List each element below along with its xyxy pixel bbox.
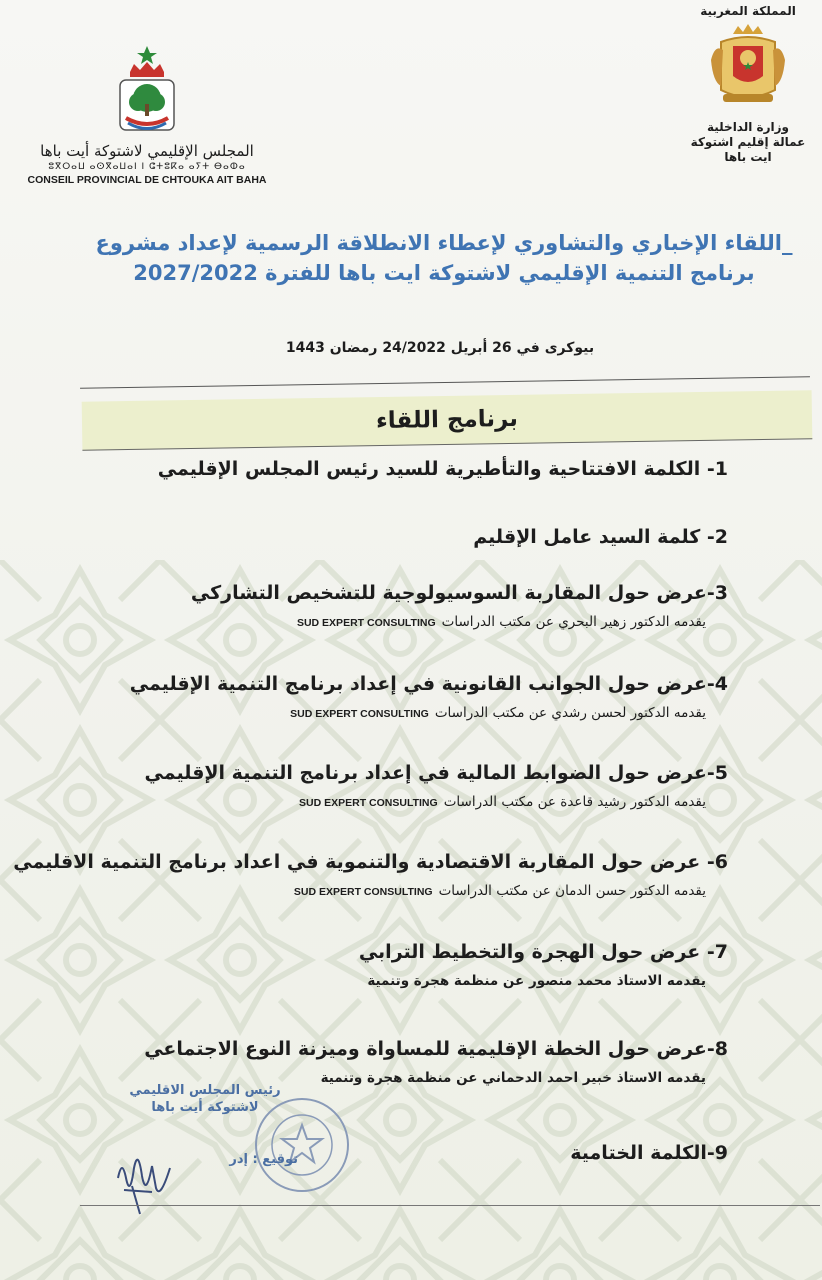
signature-label: توقيع : إدر <box>229 1152 298 1167</box>
ministry-block <box>688 4 808 165</box>
council-logo-icon <box>112 44 182 136</box>
document-title <box>90 228 798 288</box>
agenda-item-title: 3-عرض حول المقاربة السوسيولوجية للتشخيص التشاركي <box>190 582 728 604</box>
agenda-item-title: 7- عرض حول الهجرة والتخطيط الترابي <box>358 941 728 963</box>
council-logo-block <box>22 44 272 186</box>
ministry-line-2: عمالة إقليم اشتوكة ايت باها <box>690 135 806 164</box>
presenter-text: يقدمه الدكتور لحسن رشدي عن مكتب الدراسات <box>434 705 706 721</box>
presenter-text: يقدمه الدكتور رشيد قاعدة عن مكتب الدراسات <box>443 794 706 810</box>
presenter-text: يقدمه الاستاذ محمد منصور عن منظمة هجرة وتنمية <box>367 973 706 989</box>
agenda-item-title: 1- الكلمة الافتتاحية والتأطيرية للسيد رئيس المجلس الإقليمي <box>157 458 728 480</box>
handwritten-signature <box>112 1138 182 1218</box>
title-line-2: برنامج التنمية الإقليمي لاشتوكة ايت باها للفترة 2027/2022 <box>133 261 755 285</box>
agenda-item <box>60 670 728 725</box>
presenter-text: يقدمه الدكتور حسن الدمان عن مكتب الدراسات <box>438 883 706 899</box>
signatory-line-2: لاشتوكة أيت باها <box>151 1100 259 1115</box>
place-and-date: بيوكرى في 26 أبريل 24/2022 رمضان 1443 <box>285 340 595 356</box>
presenter-org: SUD EXPERT CONSULTING <box>293 886 433 898</box>
official-stamp <box>252 1095 352 1195</box>
agenda-item-presenter <box>60 611 706 634</box>
presenter-org: SUD EXPERT CONSULTING <box>299 797 438 809</box>
agenda-item-title: 5-عرض حول الضوابط المالية في إعداد برنامج التنمية الإقليمي <box>144 762 728 784</box>
agenda-item <box>60 759 728 814</box>
program-heading: برنامج اللقاء <box>375 405 519 435</box>
agenda-item <box>60 455 728 483</box>
agenda-item-presenter <box>60 702 706 725</box>
presenter-org: SUD EXPERT CONSULTING <box>296 617 436 629</box>
agenda-item-title: 6- عرض حول المقاربة الاقتصادية والتنموية في اعداد برنامج التنمية الاقليمي <box>13 851 728 873</box>
agenda-item-presenter <box>60 880 706 903</box>
agenda-item <box>60 1035 728 1089</box>
agenda-item-title: 8-عرض حول الخطة الإقليمية للمساواة وميزنة النوع الاجتماعي <box>144 1038 728 1060</box>
council-name-arabic: المجلس الإقليمي لاشتوكة أيت باها <box>40 142 254 160</box>
presenter-text: يقدمه الاستاذ خبير احمد الدحماني عن منظمة هجرة وتنمية <box>320 1070 706 1086</box>
presenter-text: يقدمه الدكتور زهير البحري عن مكتب الدراسات <box>441 614 706 630</box>
signatory-line-1: رئيس المجلس الاقليمي <box>129 1083 281 1098</box>
agenda-item-title: 2- كلمة السيد عامل الإقليم <box>473 526 728 548</box>
ministry-line-1: وزارة الداخلية <box>706 120 790 134</box>
ministry-label <box>688 120 808 165</box>
agenda-item <box>60 579 728 634</box>
agenda-item <box>60 523 728 551</box>
council-name-french: CONSEIL PROVINCIAL DE CHTOUKA AIT BAHA <box>27 174 267 186</box>
council-name-tifinagh: ⵓⴳⵔⴰⵡ ⴰⵙⴳⴰⵡⴰⵏ ⵏ ⵛⵜⵓⴽⴰ ⴰⵢⵜ ⴱⴰⵀⴰ <box>48 162 246 172</box>
bottom-rule <box>80 1205 820 1206</box>
agenda-item-title: 9-الكلمة الختامية <box>570 1142 728 1164</box>
coat-of-arms-icon <box>703 20 793 110</box>
agenda-item-title: 4-عرض حول الجوانب القانونية في إعداد برنامج التنمية الإقليمي <box>129 673 728 695</box>
agenda-item <box>60 938 728 992</box>
agenda-item-presenter <box>60 970 706 992</box>
agenda-item <box>13 848 728 903</box>
presenter-org: SUD EXPERT CONSULTING <box>290 708 429 720</box>
agenda-item-presenter <box>60 791 706 814</box>
kingdom-label: المملكة المغربية <box>700 4 796 18</box>
program-heading-band <box>82 390 813 450</box>
band-top-rule <box>80 376 810 388</box>
title-line-1: _اللقاء الإخباري والتشاوري لإعطاء الانطلاقة الرسمية لإعداد مشروع <box>95 231 793 255</box>
